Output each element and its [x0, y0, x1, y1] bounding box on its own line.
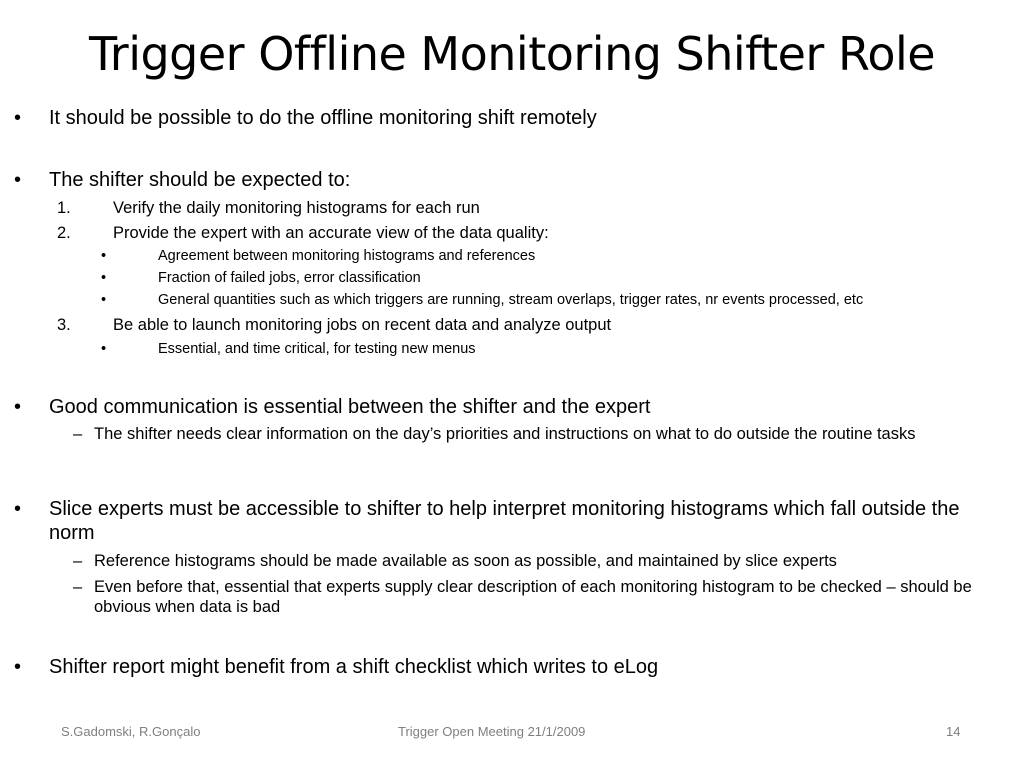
slide-title: Trigger Offline Monitoring Shifter Role	[88, 27, 936, 81]
number-marker: 3.	[57, 316, 71, 334]
sub-item-failed-jobs: Fraction of failed jobs, error classification	[158, 270, 421, 286]
footer-authors: S.Gadomski, R.Gonçalo	[61, 724, 201, 739]
dash-item-reference-histograms: Reference histograms should be made available as soon as possible, and maintained by slice experts	[94, 552, 837, 570]
bullet-shifter-report: Shifter report might benefit from a shift checklist which writes to eLog	[49, 656, 659, 678]
bullet-good-communication: Good communication is essential between the shifter and the expert	[49, 396, 651, 418]
dash-marker: –	[73, 425, 83, 443]
bullet-marker: •	[14, 107, 22, 129]
slide-number: 14	[946, 724, 961, 739]
sub-bullet-marker: •	[101, 248, 107, 264]
numbered-item-verify: Verify the daily monitoring histograms for each run	[113, 199, 480, 217]
dash-marker: –	[73, 552, 83, 570]
sub-item-agreement: Agreement between monitoring histograms and references	[158, 248, 536, 264]
sub-item-essential: Essential, and time critical, for testing new menus	[158, 341, 476, 357]
bullet-marker: •	[14, 498, 22, 520]
bullet-slice-experts: Slice experts must be accessible to shifter to help interpret monitoring histograms which fall outside the norm	[49, 498, 960, 544]
dash-item-description: Even before that, essential that experts supply clear description of each monitoring histogram to be checked – should be obvious when data is bad	[94, 578, 972, 616]
dash-marker: –	[73, 578, 83, 596]
bullet-marker: •	[14, 656, 22, 678]
footer-meeting: Trigger Open Meeting 21/1/2009	[398, 724, 586, 739]
number-marker: 1.	[57, 199, 71, 217]
number-marker: 2.	[57, 224, 71, 242]
numbered-item-launch-jobs: Be able to launch monitoring jobs on recent data and analyze output	[113, 316, 612, 334]
sub-item-general-quantities: General quantities such as which triggers are running, stream overlaps, trigger rates, nr events processed, etc	[158, 292, 864, 308]
bullet-remote-shift: It should be possible to do the offline monitoring shift remotely	[49, 107, 597, 129]
sub-bullet-marker: •	[101, 270, 107, 286]
bullet-marker: •	[14, 169, 22, 191]
bullet-marker: •	[14, 396, 22, 418]
numbered-item-provide-view: Provide the expert with an accurate view of the data quality:	[113, 224, 549, 242]
dash-item-clear-info: The shifter needs clear information on the day’s priorities and instructions on what to do outside the routine tasks	[94, 425, 916, 443]
sub-bullet-marker: •	[101, 292, 107, 308]
bullet-shifter-expected: The shifter should be expected to:	[49, 169, 351, 191]
sub-bullet-marker: •	[101, 341, 107, 357]
